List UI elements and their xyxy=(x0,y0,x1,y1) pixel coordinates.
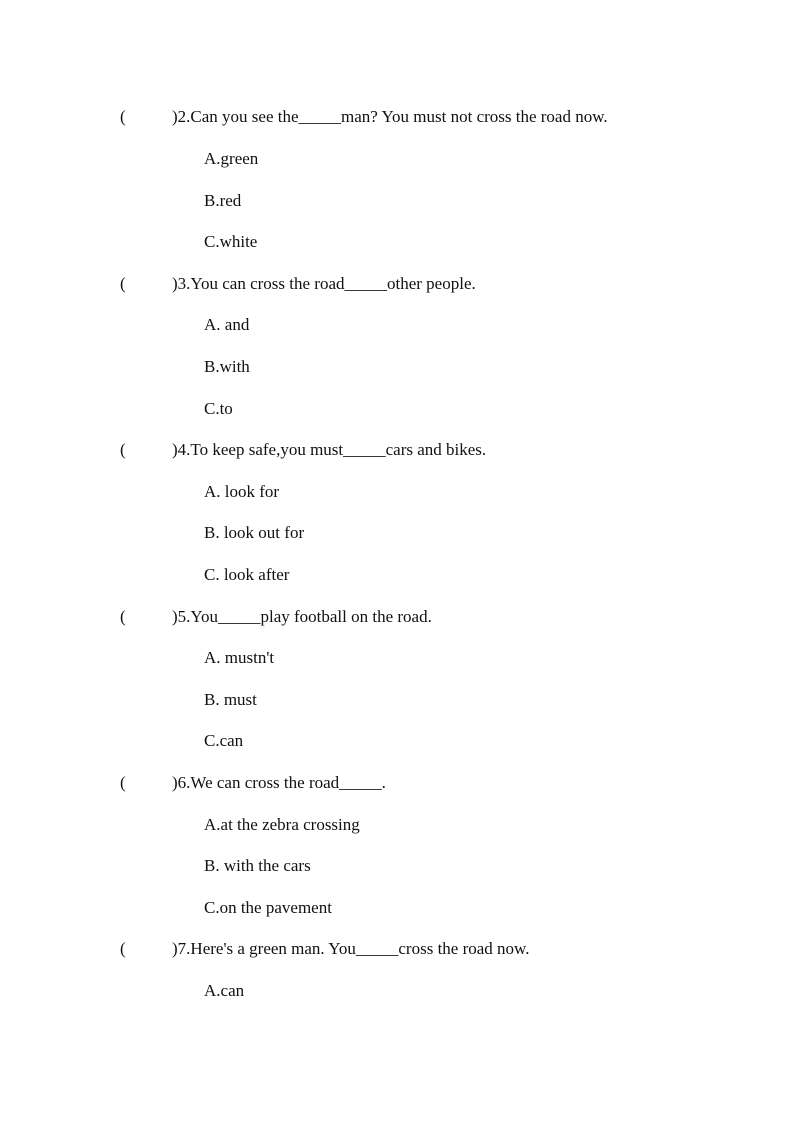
question-2-option-b: B.red xyxy=(204,191,242,210)
question-5-text: )5.You_____play football on the road. xyxy=(172,607,432,626)
question-7-paren: ( xyxy=(120,939,126,958)
question-2-option-a: A.green xyxy=(204,149,259,168)
question-5-option-a: A. mustn't xyxy=(204,648,275,667)
question-2-text: )2.Can you see the_____man? You must not cross the road now. xyxy=(172,107,608,126)
question-4-paren: ( xyxy=(120,440,126,459)
question-4-text: )4.To keep safe,you must_____cars and bikes. xyxy=(172,440,487,459)
question-3-option-c: C.to xyxy=(204,399,233,418)
question-3-option-b: B.with xyxy=(204,357,250,376)
question-3-text: )3.You can cross the road_____other people. xyxy=(172,274,476,293)
question-3-option-a: A. and xyxy=(204,315,250,334)
question-2-option-c: C.white xyxy=(204,232,258,251)
question-6-paren: ( xyxy=(120,773,126,792)
question-7-text: )7.Here's a green man. You_____cross the road now. xyxy=(172,939,530,958)
question-4-option-a: A. look for xyxy=(204,482,280,501)
question-6-option-b: B. with the cars xyxy=(204,856,311,875)
question-6-option-a: A.at the zebra crossing xyxy=(204,815,360,834)
question-5-option-b: B. must xyxy=(204,690,257,709)
question-7-option-a: A.can xyxy=(204,981,245,1000)
question-3-paren: ( xyxy=(120,274,126,293)
question-5-paren: ( xyxy=(120,607,126,626)
question-2-paren: ( xyxy=(120,107,126,126)
question-6-option-c: C.on the pavement xyxy=(204,898,332,917)
question-6-text: )6.We can cross the road_____. xyxy=(172,773,386,792)
question-4-option-c: C. look after xyxy=(204,565,290,584)
question-4-option-b: B. look out for xyxy=(204,523,305,542)
question-5-option-c: C.can xyxy=(204,731,244,750)
